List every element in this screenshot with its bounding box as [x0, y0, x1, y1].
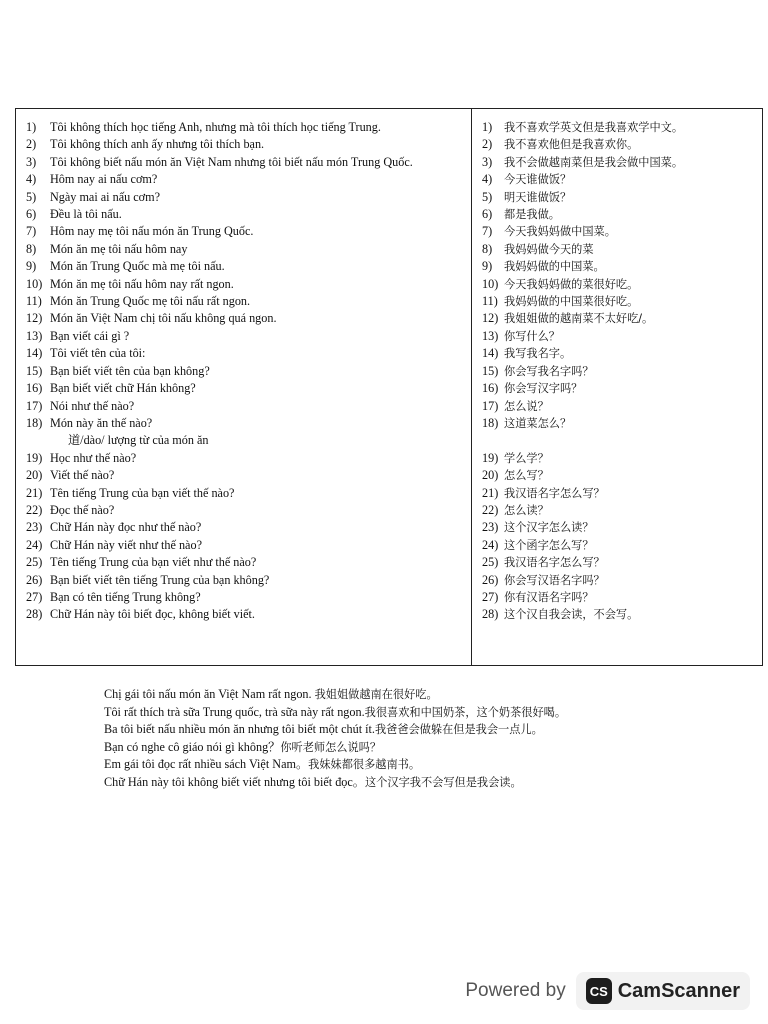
powered-by-label: Powered by — [465, 980, 566, 1001]
row-text: 我不会做越南菜但是我会做中国菜。 — [504, 155, 684, 169]
row-number: 19) — [482, 450, 499, 465]
row-text: Hôm nay mẹ tôi nấu món ăn Trung Quốc. — [50, 224, 254, 239]
row-number: 6) — [482, 207, 493, 222]
table-row — [26, 119, 471, 136]
row-number: 9) — [26, 259, 37, 274]
row-number: 7) — [26, 224, 37, 239]
row-number: 11) — [26, 294, 42, 309]
table-row — [26, 258, 471, 275]
camscanner-watermark — [465, 972, 750, 1010]
table-row — [482, 519, 762, 536]
camscanner-brand: CamScanner — [617, 979, 740, 1002]
row-number: 21) — [26, 485, 43, 500]
table-row — [26, 398, 471, 415]
table-row — [26, 223, 471, 240]
row-text: 我妈妈做的中国菜。 — [504, 260, 605, 274]
row-text: Học như thế nào? — [50, 450, 137, 465]
row-number: 16) — [26, 381, 43, 396]
row-text: 我妈妈做今天的菜 — [504, 242, 594, 256]
table-row — [26, 589, 471, 606]
row-number: 4) — [482, 172, 493, 187]
row-text: 明天谁做饭？ — [504, 190, 572, 204]
table-row — [26, 606, 471, 623]
row-number: 10) — [482, 276, 499, 291]
row-text: Ngày mai ai nấu cơm? — [50, 189, 160, 204]
sentence-chinese: 你听老师怎么说吗？ — [280, 740, 382, 754]
table-row — [482, 328, 762, 345]
row-number: 12) — [26, 311, 43, 326]
row-text: Tôi không thích học tiếng Anh, nhưng mà tôi thích học tiếng Trung. — [50, 120, 381, 134]
table-row — [26, 293, 471, 310]
table-row — [482, 276, 762, 293]
row-text: Đều là tôi nấu. — [50, 207, 122, 222]
table-row — [482, 467, 762, 484]
row-number: 26) — [26, 572, 43, 587]
table-row — [482, 136, 762, 153]
row-text: 怎么读？ — [504, 503, 549, 517]
table-row — [26, 415, 471, 432]
row-number: 20) — [26, 468, 43, 483]
table-row — [26, 554, 471, 571]
row-number: 6) — [26, 207, 37, 222]
row-number: 23) — [482, 520, 499, 535]
sentence-chinese: 我爸爸会做躲在但是我会一点儿。 — [374, 723, 543, 737]
row-text: 我姐姐做的越南菜不太好吃/。 — [504, 312, 654, 326]
table-row — [482, 171, 762, 188]
sentence-chinese: 我姐姐做越南在很好吃。 — [314, 688, 438, 701]
row-number: 22) — [482, 502, 499, 517]
camscanner-logo-icon: CS — [586, 978, 612, 1004]
sentence-chinese: 我很喜欢和中国奶茶，这个奶茶很好喝。 — [364, 705, 567, 719]
sentence-vietnamese: Ba tôi biết nấu nhiều món ăn nhưng tôi biết một chút ít. — [104, 722, 375, 737]
row-text: 今天我妈妈做的菜很好吃。 — [504, 277, 639, 291]
sentence-line — [104, 774, 754, 792]
row-text: Món này ăn thế nào? — [50, 415, 153, 430]
row-text: Tôi không biết nấu món ăn Việt Nam nhưng tôi biết nấu món Trung Quốc. — [50, 154, 413, 169]
row-text: 这道菜怎么？ — [504, 416, 572, 430]
row-number: 23) — [26, 520, 43, 535]
sentence-vietnamese: Chị gái tôi nấu món ăn Việt Nam rất ngon. — [104, 687, 315, 701]
table-row — [482, 293, 762, 310]
table-row — [26, 154, 471, 171]
row-text: 这个汉字怎么读？ — [504, 521, 594, 535]
row-text: 今天谁做饭？ — [504, 173, 572, 187]
table-row — [482, 572, 762, 589]
row-number: 26) — [482, 572, 499, 587]
row-text: 学么学？ — [504, 451, 549, 465]
row-number: 5) — [482, 189, 493, 204]
sentence-vietnamese: Chữ Hán này tôi không biết viết nhưng tôi biết đọc。 — [104, 774, 365, 789]
table-row — [482, 554, 762, 571]
sentence-chinese: 这个汉字我不会写但是我会读。 — [365, 775, 522, 789]
table-row — [26, 432, 471, 449]
row-number: 17) — [482, 398, 499, 413]
row-number: 15) — [26, 363, 43, 378]
row-text: Món ăn Trung Quốc mẹ tôi nấu rất ngon. — [50, 294, 251, 309]
table-row — [26, 310, 471, 327]
row-text: Tên tiếng Trung của bạn viết thế nào? — [50, 485, 235, 500]
row-number: 7) — [482, 224, 493, 239]
vietnamese-column — [16, 109, 472, 665]
row-number: 17) — [26, 398, 43, 413]
table-row — [26, 345, 471, 362]
table-row — [482, 485, 762, 502]
table-row — [26, 241, 471, 258]
row-number: 1) — [26, 120, 37, 134]
sentence-vietnamese: Em gái tôi đọc rất nhiều sách Việt Nam。 — [104, 757, 309, 772]
table-row — [482, 606, 762, 623]
row-number: 3) — [482, 154, 493, 169]
row-text: 这个汉自我会读，不会写。 — [504, 608, 639, 622]
row-text: 你会写汉字吗？ — [504, 382, 583, 396]
row-text: Bạn viết cái gì ? — [50, 328, 130, 343]
row-number: 24) — [482, 537, 499, 552]
row-text: Viết thế nào? — [50, 468, 115, 483]
table-row — [482, 241, 762, 258]
row-number: 9) — [482, 259, 493, 274]
table-row — [482, 345, 762, 362]
row-number: 8) — [26, 241, 37, 256]
row-number: 18) — [26, 415, 43, 430]
row-number: 10) — [26, 276, 43, 291]
table-row — [482, 363, 762, 380]
row-number: 27) — [26, 589, 43, 604]
row-number: 12) — [482, 311, 499, 326]
row-text: 我妈妈做的中国菜很好吃。 — [504, 295, 639, 309]
row-text: Chữ Hán này tôi biết đọc, không biết viết. — [50, 607, 255, 622]
table-row — [26, 363, 471, 380]
sentence-vietnamese: Bạn có nghe cô giáo nói gì không？ — [104, 739, 281, 754]
row-number: 13) — [26, 328, 43, 343]
row-number: 20) — [482, 468, 499, 483]
row-text: 我写我名字。 — [504, 347, 572, 361]
row-number: 11) — [482, 294, 498, 309]
table-row — [482, 189, 762, 206]
sentence-line — [104, 721, 754, 739]
row-number: 18) — [482, 415, 499, 430]
row-number: 2) — [482, 137, 493, 152]
row-text: Món ăn Việt Nam chị tôi nấu không quá ngon. — [50, 311, 277, 326]
table-row — [482, 380, 762, 397]
table-row — [482, 502, 762, 519]
row-number: 16) — [482, 381, 499, 396]
table-row — [26, 171, 471, 188]
row-text: 你有汉语名字吗？ — [504, 590, 594, 604]
chinese-column — [472, 109, 762, 665]
practice-sentences — [104, 686, 754, 792]
table-row — [26, 572, 471, 589]
table-row — [26, 189, 471, 206]
row-text: Tôi viết tên của tôi: — [50, 346, 146, 361]
row-number: 27) — [482, 589, 499, 604]
row-number: 3) — [26, 154, 37, 169]
row-number: 14) — [26, 346, 43, 361]
row-text: Tên tiếng Trung của bạn viết như thế nào? — [50, 555, 257, 570]
table-row — [26, 136, 471, 153]
table-row — [482, 432, 762, 449]
table-row — [482, 398, 762, 415]
table-row — [26, 206, 471, 223]
row-text: Bạn biết viết tên của bạn không? — [50, 363, 210, 378]
row-text: 我汉语名字怎么写？ — [504, 556, 605, 570]
row-number: 8) — [482, 241, 493, 256]
row-number: 25) — [26, 555, 43, 570]
row-text: 你写什么？ — [504, 329, 560, 343]
row-number: 21) — [482, 485, 499, 500]
table-row — [26, 502, 471, 519]
row-number: 2) — [26, 137, 37, 152]
row-text: 我不喜欢他但是我喜欢你。 — [504, 138, 639, 152]
table-row — [482, 537, 762, 554]
row-text: Bạn có tên tiếng Trung không? — [50, 589, 201, 604]
row-text: 怎么说？ — [504, 399, 549, 413]
row-number: 1) — [482, 120, 493, 134]
table-row — [482, 450, 762, 467]
row-text: Tôi không thích anh ấy nhưng tôi thích bạn. — [50, 137, 265, 152]
row-number: 24) — [26, 537, 43, 552]
row-text: 怎么写？ — [504, 469, 549, 483]
row-text: 你会写我名字吗？ — [504, 364, 594, 378]
row-text: 这个函字怎么写？ — [504, 538, 594, 552]
table-row — [26, 276, 471, 293]
translation-table — [15, 108, 763, 666]
row-text: Món ăn mẹ tôi nấu hôm nay rất ngon. — [50, 276, 234, 291]
row-text: Chữ Hán này đọc như thế nào? — [50, 520, 202, 535]
table-row — [482, 415, 762, 432]
row-number: 28) — [26, 607, 43, 622]
table-row — [26, 450, 471, 467]
row-number: 28) — [482, 607, 499, 622]
table-row — [482, 258, 762, 275]
row-text: Bạn biết viết chữ Hán không? — [50, 381, 196, 396]
table-row — [26, 519, 471, 536]
row-text: Đọc thế nào? — [50, 502, 115, 517]
sentence-line — [104, 756, 754, 774]
sentence-vietnamese: Tôi rất thích trà sữa Trung quốc, trà sữa này rất ngon. — [104, 704, 365, 719]
row-number: 25) — [482, 555, 499, 570]
camscanner-badge — [576, 972, 750, 1010]
row-text: 今天我妈妈做中国菜。 — [504, 225, 616, 239]
table-row — [26, 380, 471, 397]
row-text: Món ăn Trung Quốc mà mẹ tôi nấu. — [50, 259, 225, 274]
table-row — [482, 154, 762, 171]
row-text: Bạn biết viết tên tiếng Trung của bạn không? — [50, 572, 270, 587]
table-row — [482, 223, 762, 240]
row-number: 19) — [26, 450, 43, 465]
row-text: Món ăn mẹ tôi nấu hôm nay — [50, 241, 188, 256]
row-number: 22) — [26, 502, 43, 517]
row-text: 道/dào/ lượng từ của món ăn — [68, 433, 209, 448]
table-row — [26, 537, 471, 554]
row-text: Chữ Hán này viết như thế nào? — [50, 537, 202, 552]
table-row — [482, 310, 762, 327]
row-text: 我汉语名字怎么写？ — [504, 486, 605, 500]
row-number: 15) — [482, 363, 499, 378]
table-row — [26, 328, 471, 345]
table-row — [26, 467, 471, 484]
row-number: 13) — [482, 328, 499, 343]
row-text: Nói như thế nào? — [50, 398, 135, 413]
sentence-chinese: 我妹妹都很多越南书。 — [308, 758, 421, 772]
row-text: 我不喜欢学英文但是我喜欢学中文。 — [504, 121, 684, 134]
sentence-line — [104, 739, 754, 757]
row-text: 你会写汉语名字吗？ — [504, 573, 605, 587]
table-row — [26, 485, 471, 502]
table-row — [482, 119, 762, 136]
row-number: 4) — [26, 172, 37, 187]
sentence-line — [104, 686, 754, 704]
sentence-line — [104, 704, 754, 722]
row-text: 都是我做。 — [504, 208, 560, 222]
table-row — [482, 589, 762, 606]
row-number: 5) — [26, 189, 37, 204]
row-number: 14) — [482, 346, 499, 361]
table-row — [482, 206, 762, 223]
row-text: Hôm nay ai nấu cơm? — [50, 172, 158, 187]
